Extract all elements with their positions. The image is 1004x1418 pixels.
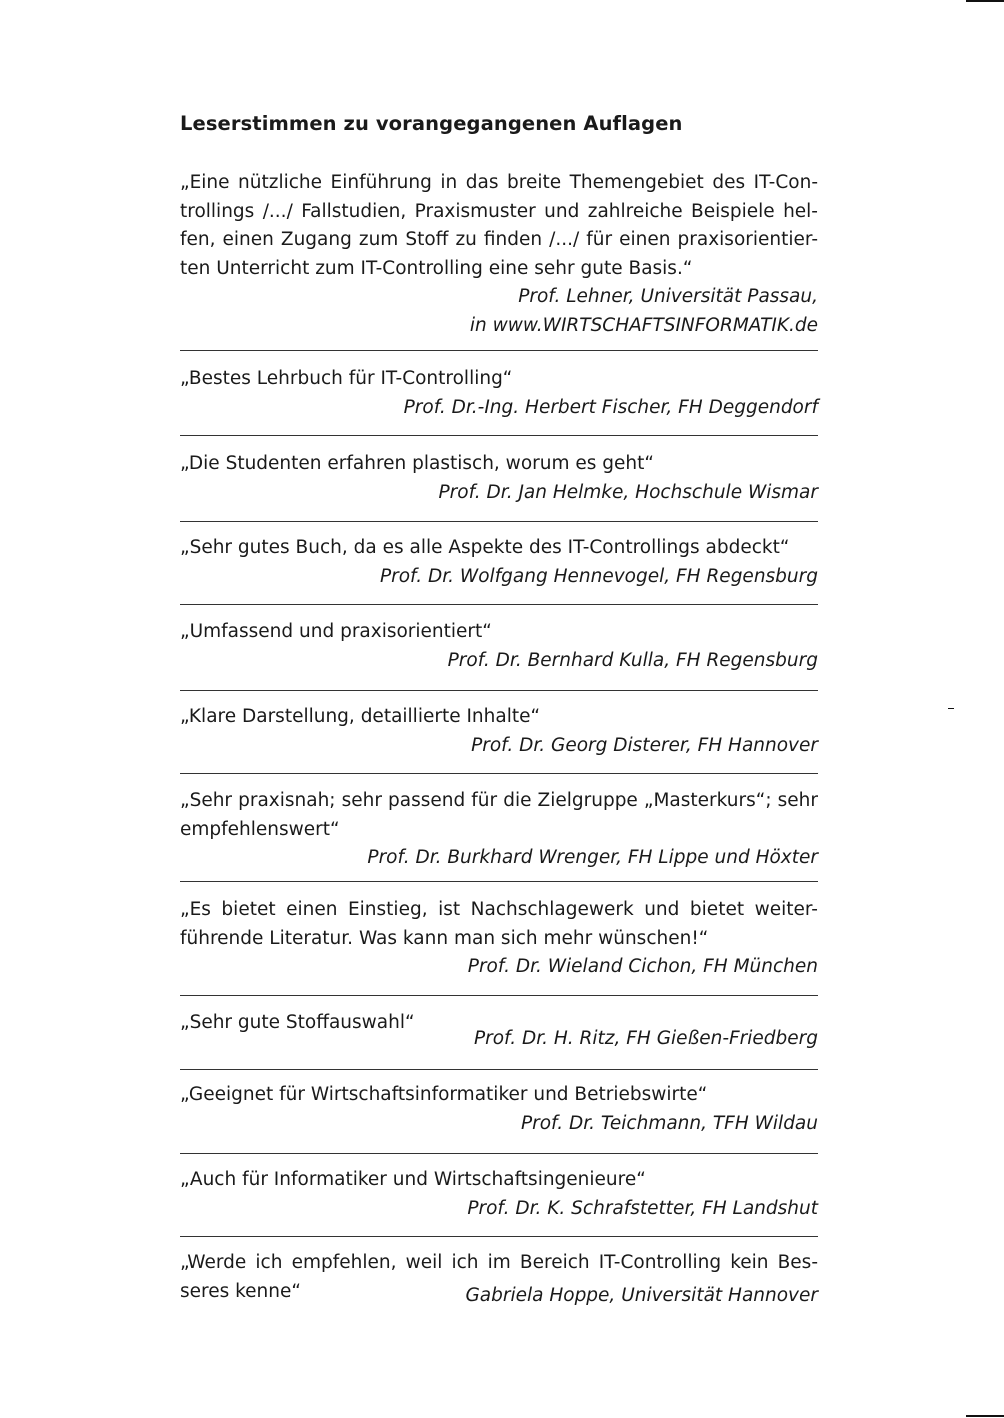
quote-text: „Auch für Informatiker und Wirtschaftsingenieure“ (180, 1169, 646, 1190)
divider (180, 881, 818, 882)
divider (180, 690, 818, 691)
crop-mark-mid (948, 708, 954, 709)
quote-line: fen, einen Zugang zum Stoff zu finden /.../ für einen praxisorientier- (180, 229, 818, 250)
testimonial-teichmann (180, 1081, 818, 1138)
quote-line: „Eine nützliche Einführung in das breite Themengebiet des IT-Con- (180, 172, 818, 193)
quote-author: Prof. Dr. Wolfgang Hennevogel, FH Regensburg (379, 565, 818, 587)
crop-mark-top (966, 0, 1004, 2)
quote-last-row (180, 1278, 818, 1311)
quote-text: „Klare Darstellung, detaillierte Inhalte“ (180, 706, 541, 727)
quote-text: „Bestes Lehrbuch für IT-Controlling“ (180, 368, 513, 389)
divider (180, 435, 818, 436)
testimonial-hoppe (180, 1249, 818, 1310)
quote-line: trollings /.../ Fallstudien, Praxismuster und zahlreiche Beispiele hel- (180, 200, 818, 222)
quote-line: „Es bietet einen Einstieg, ist Nachschlagewerk und bietet weiter- (180, 899, 818, 920)
quote-author: Prof. Dr. Georg Disterer, FH Hannover (471, 734, 818, 756)
divider (180, 773, 818, 774)
quote-author: Prof. Dr. Teichmann, TFH Wildau (520, 1112, 818, 1134)
quote-text: „Die Studenten erfahren plastisch, worum es geht“ (180, 453, 654, 474)
divider (180, 1069, 818, 1070)
divider (180, 604, 818, 605)
quote-text: „Sehr gute Stoffauswahl“ (180, 1012, 415, 1033)
testimonial-cichon (180, 896, 818, 982)
quote-author: Gabriela Hoppe, Universität Hannover (465, 1284, 818, 1306)
divider (180, 1153, 818, 1154)
quote-line: „Sehr praxisnah; sehr passend für die Zielgruppe „Masterkurs“; sehr (180, 790, 818, 811)
testimonial-wrenger (180, 787, 818, 873)
quote-line: ten Unterricht zum IT-Controlling eine sehr gute Basis.“ (180, 257, 693, 279)
quote-line: seres kenne“ (180, 1280, 301, 1302)
testimonial-kulla (180, 618, 818, 675)
quote-author: Prof. Dr. H. Ritz, FH Gießen-Friedberg (473, 1027, 818, 1049)
crop-mark-bottom (966, 1415, 1004, 1417)
quote-author: in www.WIRTSCHAFTSINFORMATIK.de (469, 314, 818, 336)
quote-text: „Sehr gutes Buch, da es alle Aspekte des IT-Controllings abdeckt“ (180, 537, 790, 558)
quote-line: „Werde ich empfehlen, weil ich im Bereich IT-Controlling kein Bes- (180, 1252, 818, 1273)
divider (180, 350, 818, 351)
page-heading: Leserstimmen zu vorangegangenen Auflagen (180, 112, 683, 135)
quote-author: Prof. Dr. K. Schrafstetter, FH Landshut (467, 1197, 818, 1219)
testimonial-hennevogel (180, 534, 818, 591)
quote-author: Prof. Dr. Jan Helmke, Hochschule Wismar (438, 481, 818, 503)
testimonial-helmke (180, 450, 818, 507)
quote-author: Prof. Dr.-Ing. Herbert Fischer, FH Deggendorf (403, 396, 818, 418)
quote-author: Prof. Dr. Wieland Cichon, FH München (467, 956, 818, 977)
quote-author: Prof. Dr. Bernhard Kulla, FH Regensburg (447, 649, 818, 671)
divider (180, 521, 818, 522)
quote-author: Prof. Lehner, Universität Passau, (518, 286, 818, 307)
quote-line: empfehlenswert“ (180, 818, 340, 840)
quote-text: „Umfassend und praxisorientiert“ (180, 621, 492, 642)
testimonial-schrafstetter (180, 1166, 818, 1223)
testimonial-fischer (180, 365, 818, 422)
quote-author: Prof. Dr. Burkhard Wrenger, FH Lippe und Höxter (367, 847, 818, 868)
quote-line: führende Literatur. Was kann man sich mehr wünschen!“ (180, 927, 709, 949)
testimonial-ritz (180, 1009, 818, 1053)
testimonial-disterer (180, 703, 818, 760)
quote-text: „Geeignet für Wirtschaftsinformatiker und Betriebswirte“ (180, 1084, 708, 1105)
divider (180, 1236, 818, 1237)
divider (180, 995, 818, 996)
testimonial-lehner (180, 169, 818, 340)
